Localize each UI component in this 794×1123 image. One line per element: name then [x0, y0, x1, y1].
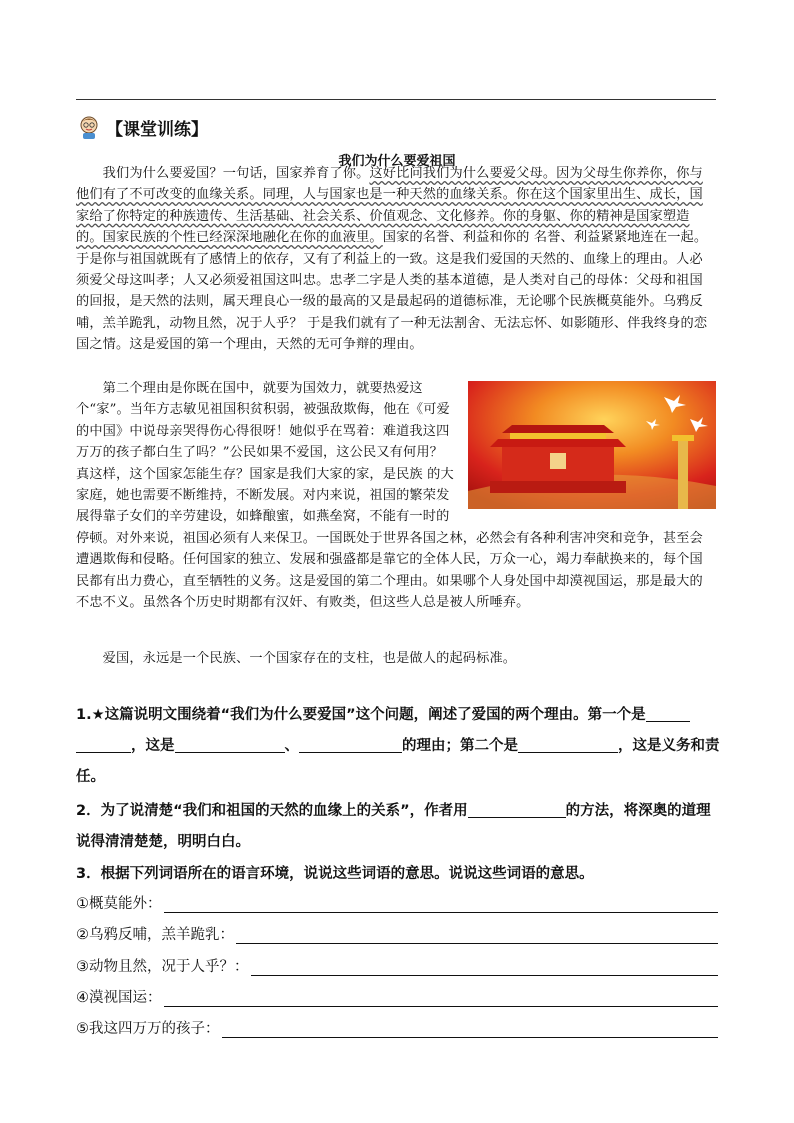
question-3: 3．根据下列词语所在的语言环境，说说这些词语的意思。说说这些词语的意思。 — [76, 866, 594, 882]
paragraph-2: 第二个理由是你既在国中，就要为国效力，就要热爱这个“家”。当年方志敏见祖国积贫积弱，被强敌欺侮，他在《可爱的中国》中说母亲哭得伤心得很呀！她似乎在骂着：难道我这四万万的孩子都白生了吗？”公民如果不爱国，这公民又有何用？真这样，这个国家怎能生存？国家是我们大家的家，是民族 的大家庭，她也需要不断维持，不断发展。对内来说，祖国的繁荣发展得靠子女们的辛劳建设，如蜂酿蜜，如燕垒窝，不能有一时的停顿。对外来说，祖国必须有人来保卫。一国既处于世界各国之林，必然会有各种利害冲突和竞争，甚至会遭遇欺侮和侵略。任何国家的独立、发展和强盛都是靠它的全体人民，万众一心，竭力奉献换来的，每个国民都有出力费心，直至牺牲的义务。这是爱国的第二个理由。如果哪个人身处国中却漠视国运，那是最大的不忠不义。虽然各个历史时期都有汉奸、有败类，但这些人总是被人所唾弃。 — [76, 381, 703, 611]
header-rule — [76, 99, 716, 100]
vocab-answer-line-4[interactable] — [164, 988, 719, 1007]
answer-blank-1-cont[interactable] — [76, 735, 131, 753]
paragraph-3: 爱国，永远是一个民族、一个国家存在的支柱，也是做人的起码标准。 — [76, 651, 517, 666]
answer-blank-5[interactable] — [468, 800, 566, 818]
cartoon-teacher-icon — [76, 114, 102, 140]
vocab-answer-line-5[interactable] — [222, 1019, 719, 1038]
paragraph-1 — [76, 163, 716, 356]
answer-blank-3[interactable] — [299, 735, 402, 753]
answer-blank-1[interactable] — [646, 704, 690, 722]
paragraph-2-block — [76, 378, 716, 613]
tiananmen-image — [468, 381, 716, 509]
vocab-answer-line-1[interactable] — [164, 894, 719, 913]
section-header — [76, 114, 208, 140]
vocab-item-3: ③动物且然，况于人乎？： — [76, 954, 718, 976]
vocab-answer-line-2[interactable] — [236, 925, 718, 944]
p1-rest: 国家的名誉、利益和你的 名誉、利益紧紧地连在一起。于是你与祖国就既有了感情上的依存，又有了利益上的一致。这是我们爱国的天然的、血缘上的理由。人必须爱父母这叫孝；人又必须爱祖国这叫忠。忠孝二字是人类的基本道德，是人类对自己的母体：父母和祖国的回报，是天然的法则，属天理良心一级的最高的又是最起码的道德标准，无论哪个民族概莫能外。乌鸦反哺，羔羊跪乳，动物且然，况于人乎？ 于是我们就有了一种无法割舍、无法忘怀、如影随形、伴我终身的恋国之情。这是爱国的第一个理由，天然的无可争辩的理由。 — [76, 230, 708, 353]
p1-underlined: 这好比问我们为什么要爱父母。因为父母生你养你，你与他们有了不可改变的血缘关系。同理，人与国家也是一种天然的血缘关系。你在这个国家里出生、成长，国家给了你特定的种族遗传、生活基础、社会关系、价值观念、文化修养。你的身躯、你的精神是国家塑造的。国家民族的个性已经深深地融化在你的血液里。 — [76, 166, 703, 246]
article-title: 我们为什么要爱祖国 — [338, 154, 456, 169]
vocab-item-4: ④漠视国运： — [76, 985, 718, 1007]
vocab-item-1: ①概莫能外： — [76, 891, 718, 913]
vocab-item-2: ②乌鸦反哺，羔羊跪乳： — [76, 922, 718, 944]
section-title: 【课堂训练】 — [106, 119, 208, 140]
vocab-answer-line-3[interactable] — [251, 957, 719, 976]
vocab-item-5: ⑤我这四万万的孩子： — [76, 1016, 718, 1038]
question-2: 2．为了说清楚“我们和祖国的天然的血缘上的关系”，作者用 的方法，将深奥的道理说得清清楚楚，明明白白。 — [76, 796, 721, 858]
question-1: 1.★这篇说明文围绕着“我们为什么要爱国”这个问题，阐述了爱国的两个理由。第一个是，这是 、 的理由；第二个是 ，这是义务和责任。 — [76, 700, 721, 793]
answer-blank-4[interactable] — [518, 735, 618, 753]
p1-intro: 我们为什么要爱国？一句话，国家养育了你。 — [76, 166, 370, 181]
answer-blank-2[interactable] — [175, 735, 285, 753]
